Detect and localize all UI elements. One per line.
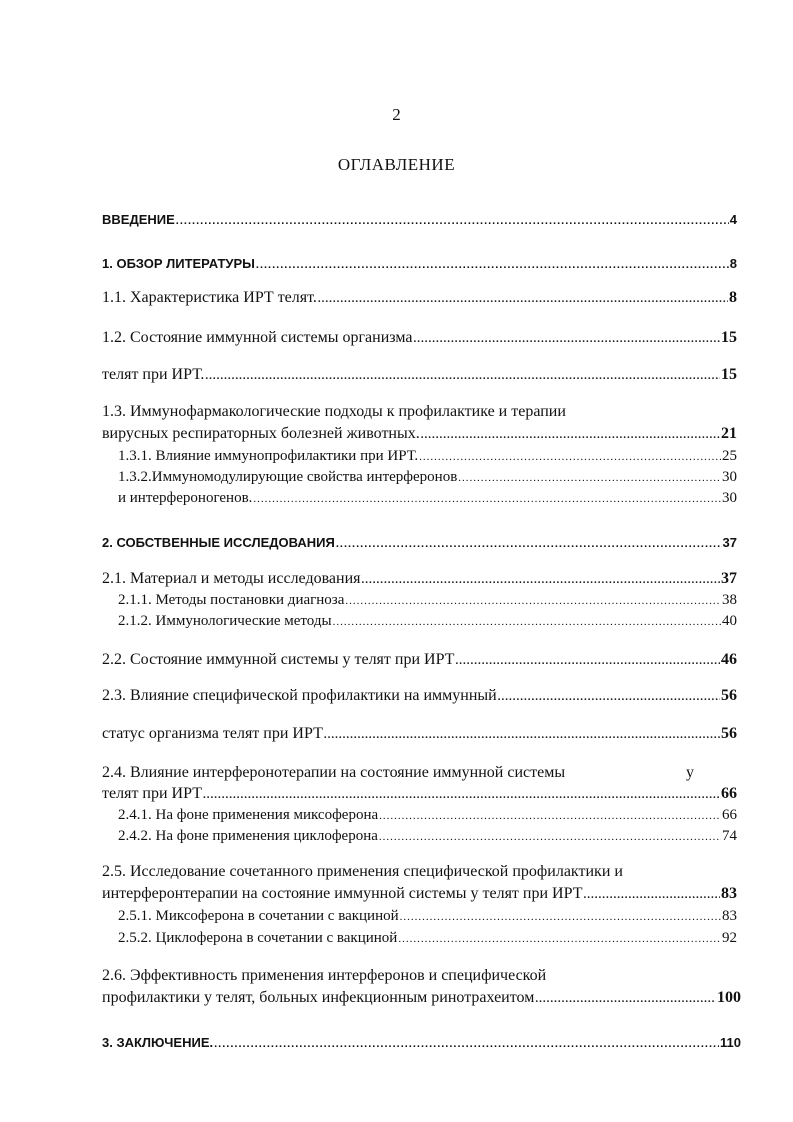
toc-entry-1-2-cont	[102, 365, 737, 386]
toc-entry-text: 2.5.2. Циклоферона в сочетании с вакциной	[118, 930, 398, 946]
toc-page-number: 15	[721, 329, 737, 346]
dot-leader	[336, 534, 722, 554]
toc-entry-text: 2.5.1. Миксоферона в сочетании с вакциной	[118, 908, 399, 924]
toc-page-number: 8	[729, 256, 737, 271]
toc-page-number: 38	[722, 592, 737, 608]
toc-page-number: 46	[721, 651, 737, 668]
toc-entry-2-4-1	[118, 805, 737, 826]
toc-page-number: 37	[722, 535, 737, 550]
toc-entry-text: 1.3.2.Иммуномодулирующие свойства интерферонов	[118, 469, 458, 485]
dot-leader	[458, 468, 721, 488]
toc-entry-2-4	[102, 784, 737, 805]
toc-page-number: 56	[721, 725, 737, 742]
dot-leader	[256, 255, 729, 275]
dot-leader	[421, 425, 720, 445]
dot-leader	[205, 366, 720, 386]
toc-page-number: 66	[721, 785, 737, 802]
toc-entry-2-6-line1: 2.6. Эффективность применения интерферонов и специфической	[102, 967, 547, 984]
dot-leader	[379, 806, 721, 826]
toc-entry-2-1-2	[118, 611, 737, 632]
toc-page-number: 66	[722, 807, 737, 823]
toc-entry-own-research	[102, 533, 737, 554]
toc-page-number: 8	[729, 289, 737, 306]
toc-entry-2-4-line1-tail: у	[686, 764, 694, 781]
toc-entry-text: 2.4.1. На фоне применения миксоферона	[118, 807, 379, 823]
toc-page-number: 56	[721, 687, 737, 704]
dot-leader	[583, 885, 720, 905]
toc-entry-2-5	[102, 884, 737, 905]
dot-leader	[214, 1034, 719, 1054]
toc-entry-text: 2.4.2. На фоне применения циклоферона	[118, 828, 378, 844]
toc-entry-1-2	[102, 328, 737, 349]
toc-entry-2-1	[102, 569, 737, 590]
toc-entry-text: ВВЕДЕНИЕ	[102, 212, 175, 227]
toc-entry-1-3-2	[118, 467, 737, 488]
toc-entry-1-3-2-cont	[118, 488, 737, 509]
toc-entry-1-3-line1: 1.3. Иммунофармакологические подходы к профилактике и терапии	[102, 403, 566, 420]
toc-entry-2-4-line1: 2.4. Влияние интерферонотерапии на состояние иммунной системы	[102, 764, 566, 781]
toc-entry-text: 2.1.2. Иммунологические методы	[118, 613, 332, 629]
toc-entry-text: 1.2. Состояние иммунной системы организма	[102, 329, 413, 346]
toc-entry-2-5-2	[118, 928, 737, 949]
toc-entry-2-3	[102, 686, 737, 707]
toc-page-number: 37	[721, 570, 737, 587]
dot-leader	[324, 725, 720, 745]
dot-leader	[419, 447, 721, 467]
toc-entry-introduction	[102, 210, 737, 231]
dot-leader	[176, 211, 729, 231]
page-number: 2	[392, 105, 401, 124]
toc-page-number: 110	[720, 1035, 741, 1050]
toc-page-number: 4	[729, 212, 737, 227]
toc-entry-text: 2.1.1. Методы постановки диагноза	[118, 592, 345, 608]
toc-entry-2-4-2	[118, 826, 737, 847]
toc-entry-2-1-1	[118, 590, 737, 611]
toc-entry-2-6	[102, 988, 741, 1009]
dot-leader	[413, 329, 720, 349]
dot-leader	[253, 489, 721, 509]
dot-leader	[398, 929, 721, 949]
toc-entry-text: 2. СОБСТВЕННЫЕ ИССЛЕДОВАНИЯ	[102, 535, 335, 550]
toc-entry-text: профилактики у телят, больных инфекционным ринотрахеитом	[102, 989, 535, 1006]
toc-entry-text: интерферонтерапии на состояние иммунной системы у телят при ИРТ	[102, 885, 583, 902]
toc-entry-text: 1.1. Характеристика ИРТ телят.	[102, 289, 317, 306]
toc-entry-2-5-line1: 2.5. Исследование сочетанного применения специфической профилактики и	[102, 863, 623, 880]
dot-leader	[345, 591, 721, 611]
dot-leader	[498, 687, 720, 707]
toc-entry-text: 3. ЗАКЛЮЧЕНИЕ.	[102, 1035, 214, 1050]
toc-page-number: 40	[722, 613, 737, 629]
toc-page-number: 83	[721, 885, 737, 902]
toc-entry-1-3-1	[118, 446, 737, 467]
toc-page-number: 100	[717, 989, 741, 1006]
toc-page-number: 30	[722, 469, 737, 485]
toc-entry-literature-review	[102, 254, 737, 275]
toc-entry-text: телят при ИРТ	[102, 785, 202, 802]
toc-entry-conclusion	[102, 1033, 741, 1054]
toc-entry-2-5-1	[118, 906, 737, 927]
dot-leader	[400, 907, 721, 927]
toc-entry-text: 2.3. Влияние специфической профилактики на иммунный	[102, 687, 497, 704]
toc-entry-text: 2.1. Материал и методы исследования	[102, 570, 361, 587]
toc-page-number: 25	[722, 448, 737, 464]
toc-entry-1-3	[102, 424, 737, 445]
toc-entry-2-3-cont	[102, 724, 737, 745]
toc-entry-1-1	[102, 288, 737, 309]
toc-entry-2-2	[102, 650, 737, 671]
toc-entry-text: и интерфероногенов.	[118, 490, 253, 506]
toc-entry-text: телят при ИРТ.	[102, 366, 205, 383]
dot-leader	[203, 785, 720, 805]
dot-leader	[455, 651, 720, 671]
page-title: ОГЛАВЛЕНИЕ	[337, 155, 456, 174]
dot-leader	[362, 570, 720, 590]
toc-entry-text: вирусных респираторных болезней животных.	[102, 425, 420, 442]
dot-leader	[379, 827, 721, 847]
toc-page-number: 15	[721, 366, 737, 383]
toc-entry-text: 1.3.1. Влияние иммунопрофилактики при ИРТ.	[118, 448, 419, 464]
dot-leader	[318, 289, 728, 309]
toc-entry-text: статус организма телят при ИРТ	[102, 725, 323, 742]
toc-page-number: 30	[722, 490, 737, 506]
toc-entry-text: 1. ОБЗОР ЛИТЕРАТУРЫ	[102, 256, 255, 271]
toc-page-number: 74	[722, 828, 737, 844]
toc-page-number: 83	[722, 908, 737, 924]
dot-leader	[535, 989, 716, 1009]
toc-entry-text: 2.2. Состояние иммунной системы у телят при ИРТ	[102, 651, 455, 668]
dot-leader	[333, 612, 721, 632]
toc-page-number: 92	[722, 930, 737, 946]
toc-page-number: 21	[721, 425, 737, 442]
